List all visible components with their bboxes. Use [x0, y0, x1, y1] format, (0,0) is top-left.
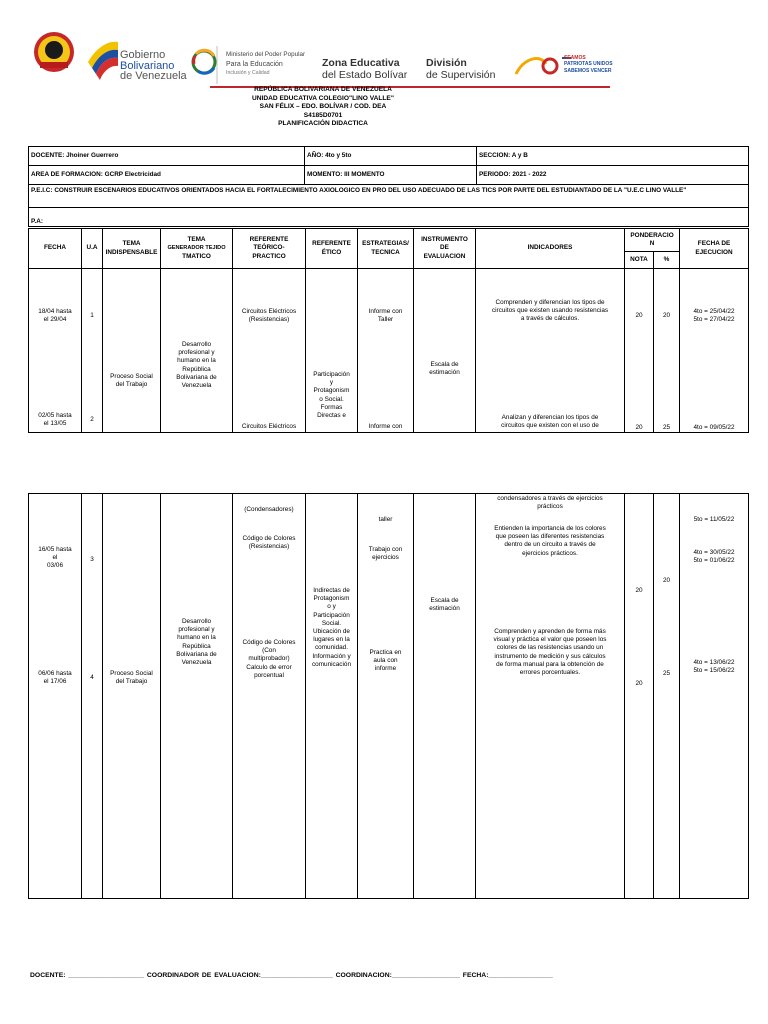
- campaign-logo-text: SEAMOS PATRIOTAS UNIDOS SABEMOS VENCER: [564, 55, 613, 74]
- planning-table-page1: [28, 228, 749, 433]
- fecha-ejecucion-cell: 4to = 25/04/22 5to = 27/04/22 4to = 09/05/22: [680, 269, 749, 433]
- referente-teorico-cell: (Condensadores) Código de Colores (Resistencias) Código de Colores (Con multiprobador) Calculo de error porcentual: [233, 494, 306, 899]
- anio-cell: AÑO: 4to y 5to: [305, 147, 477, 166]
- col-fecha-ejecucion-header: FECHA DE EJECUCION: [680, 229, 749, 269]
- pct-cell: 20 25: [654, 269, 680, 433]
- col-tema-indispensable-header: TEMA INDISPENSABLE: [103, 229, 161, 269]
- estrategias-cell: taller Trabajo con ejercicios Practica en aula con informe: [358, 494, 414, 899]
- ministerio-logo-text: Ministerio del Poder Popular Para la Educación Inclusión y Calidad: [226, 51, 306, 76]
- col-ua-header: U.A: [82, 229, 103, 269]
- zona-logo-text: Zona Educativa del Estado Bolívar: [322, 57, 408, 81]
- fecha-cell: 16/05 hasta el 03/06 06/06 hasta el 17/06: [29, 494, 82, 899]
- seccion-cell: SECCION: A y B: [477, 147, 749, 166]
- col-pct-header: %: [654, 252, 680, 269]
- estrategias-cell: Informe con Taller Informe con: [358, 269, 414, 433]
- docente-cell: DOCENTE: Jhoiner Guerrero: [29, 147, 305, 166]
- col-referente-teorico-header: REFERENTE TEÓRICO- PRACTICO: [233, 229, 306, 269]
- instrumento-cell: Escala de estimación: [414, 269, 476, 433]
- nota-cell: 20 20: [625, 494, 654, 899]
- planning-table-page2: [28, 493, 749, 899]
- peic-cell: P.E.I.C: CONSTRUIR ESCENARIOS EDUCATIVOS ORIENTADOS HACIA EL FORTALECIMIENTO AXIOLOGICO EN PRO DEL USO ADECUADO DE LAS TICS POR PARTE DEL ESTUDIANTADO DE LA "U.E.C LINO VALLE": [29, 185, 749, 208]
- indicadores-cell: Comprenden y diferencian los tipos de circuitos que existen usando resistencias a través de cálculos. Analizan y diferencian los tipos de circuitos que existen con el uso de: [476, 269, 625, 433]
- info-table: [28, 146, 749, 227]
- school-header: REPÚBLICA BOLIVARIANA DE VENEZUELA UNIDAD EDUCATIVA COLEGIO"LINO VALLE" SAN FÉLIX – EDO. BOLÍVAR / COD. DEA S4185D0701 PLANIFICACIÓN DIDACTICA: [252, 86, 394, 128]
- instrumento-cell: Escala de estimación: [414, 494, 476, 899]
- nota-cell: 20 20: [625, 269, 654, 433]
- col-tema-generador-header: TEMA GENERADOR TEJIDO TMATICO: [161, 229, 233, 269]
- momento-cell: MOMENTO: III MOMENTO: [305, 166, 477, 185]
- col-ponderacion-header: PONDERACIO N: [625, 229, 680, 252]
- referente-teorico-cell: Circuitos Eléctricos (Resistencias) Circuitos Eléctricos: [233, 269, 306, 433]
- ministerio-emblem-icon: [193, 50, 215, 73]
- col-estrategias-header: ESTRATEGIAS/ TECNICA: [358, 229, 414, 269]
- referente-etico-cell: Participación y Protagonism o Social. Formas Directas e: [306, 269, 358, 433]
- area-cell: AREA DE FORMACION: GCRP Electricidad: [29, 166, 305, 185]
- fecha-cell: 18/04 hasta el 29/04 02/05 hasta el 13/05: [29, 269, 82, 433]
- col-indicadores-header: INDICADORES: [476, 229, 625, 269]
- ua-cell: 3 4: [82, 494, 103, 899]
- gobierno-logo-text: Gobierno Bolivariano de Venezuela: [120, 49, 187, 82]
- ua-cell: 1 2: [82, 269, 103, 433]
- col-referente-etico-header: REFERENTE ÉTICO: [306, 229, 358, 269]
- venezuela-flag-icon: [88, 42, 118, 80]
- indicadores-cell: condensadores a través de ejercicios prácticos Entienden la importancia de los colores que poseen las diferentes resistencias dentro de un circuito a través de ejercicios prácticos. Comprenden y aprenden de forma más visual y práctica el valor que poseen los colores de las resistencias usando un instrumento de medición y sus cálculos de forma manual para la obtención de errores porcentuales.: [476, 494, 625, 899]
- col-nota-header: NOTA: [625, 252, 654, 269]
- tema-generador-cell: Desarrollo profesional y humano en la República Bolivariana de Venezuela: [161, 269, 233, 433]
- periodo-cell: PERIODO: 2021 - 2022: [477, 166, 749, 185]
- referente-etico-cell: Indirectas de Protagonism o y Participación Social. Ubicación de lugares en la comunidad. Información y comunicación: [306, 494, 358, 899]
- logo-bar: [30, 28, 630, 90]
- signature-footer: DOCENTE: ____________________ COORDINADOR DE EVALUACION:___________________ COORDINACION:__________________ FECHA:_________________: [30, 972, 553, 979]
- school-seal-icon: [34, 32, 74, 72]
- division-logo-text: División de Supervisión: [426, 57, 496, 81]
- tema-indispensable-cell: Proceso Social del Trabajo: [103, 269, 161, 433]
- pa-cell: P.A:: [29, 208, 749, 227]
- tema-generador-cell: Desarrollo profesional y humano en la República Bolivariana de Venezuela: [161, 494, 233, 899]
- col-instrumento-header: INSTRUMENTO DE EVALUACION: [414, 229, 476, 269]
- fecha-ejecucion-cell: 5to = 11/05/22 4to = 30/05/22 5to = 01/06/22 4to = 13/06/22 5to = 15/06/22: [680, 494, 749, 899]
- campaign-emblem-icon: [516, 57, 571, 74]
- tema-indispensable-cell: Proceso Social del Trabajo: [103, 494, 161, 899]
- col-fecha-header: FECHA: [29, 229, 82, 269]
- pct-cell: 20 25: [654, 494, 680, 899]
